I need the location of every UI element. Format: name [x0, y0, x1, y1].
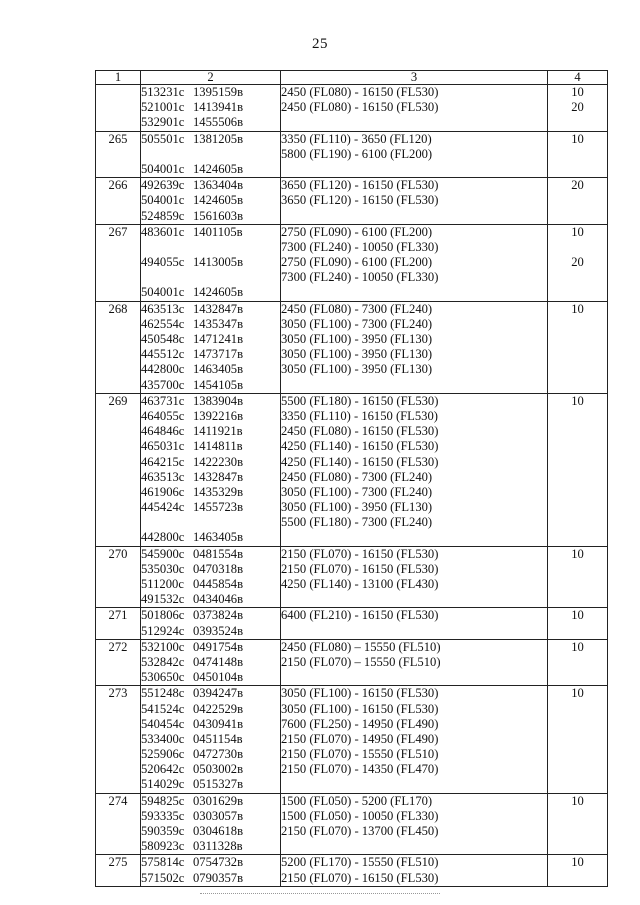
row-number-cell: 272 [96, 639, 141, 686]
altitude-range: 5800 (FL190) - 6100 (FL200) [281, 146, 433, 161]
latitude-code: 464215с [141, 454, 185, 469]
altitude-range: 4250 (FL140) - 16150 (FL530) [281, 454, 439, 469]
coordinate-pair [141, 608, 280, 623]
row-number-cell: 273 [96, 686, 141, 793]
altitude-range: 2450 (FL080) - 7300 (FL240) [281, 469, 433, 484]
table-row [96, 85, 608, 132]
coordinates-cell [141, 608, 281, 639]
value: 10 [571, 301, 584, 316]
table-row [96, 131, 608, 178]
longitude-code: 1463405в [193, 362, 244, 377]
latitude-code: 535030с [141, 561, 185, 576]
longitude-code: 1432847в [193, 469, 244, 484]
value-cell [548, 793, 608, 855]
longitude-code: 0481554в [193, 546, 244, 561]
coordinates-cell [141, 85, 281, 132]
latitude-code: 513231с [141, 85, 185, 99]
value-cell [548, 131, 608, 178]
value: 10 [571, 131, 584, 146]
latitude-code: 530650с [141, 670, 185, 685]
row-number-cell: 271 [96, 608, 141, 639]
altitude-range: 3050 (FL100) - 3950 (FL130) [281, 500, 433, 515]
longitude-code: 1435347в [193, 316, 244, 331]
coordinate-pair [141, 624, 280, 639]
longitude-code: 1381205в [193, 131, 244, 146]
altitude-range-cell [281, 855, 548, 886]
coordinate-pair [141, 702, 280, 717]
altitude-range: 2150 (FL070) - 14350 (FL470) [281, 762, 439, 777]
longitude-code: 1455506в [193, 115, 244, 130]
longitude-code: 1432847в [193, 301, 244, 316]
coordinate-pair [141, 686, 280, 701]
coordinate-pair [141, 178, 280, 193]
longitude-code: 1422230в [193, 454, 244, 469]
longitude-code: 0301629в [193, 793, 244, 808]
longitude-code: 1413005в [193, 255, 244, 270]
longitude-code: 1424605в [193, 161, 244, 176]
altitude-range: 2150 (FL070) - 13700 (FL450) [281, 824, 439, 838]
longitude-code: 0311328в [193, 839, 243, 854]
coordinate-pair [141, 732, 280, 747]
altitude-range: 2750 (FL090) - 6100 (FL200) [281, 224, 433, 239]
coordinate-pair [141, 640, 280, 655]
table-header [96, 71, 608, 85]
altitude-range: 2150 (FL070) - 16150 (FL530) [281, 561, 439, 576]
latitude-code: 575814с [141, 855, 185, 870]
latitude-code: 463513с [141, 469, 185, 484]
latitude-code: 442800с [141, 530, 185, 545]
row-number-cell [96, 85, 141, 132]
coordinate-pair [141, 530, 280, 545]
coordinate-pair [141, 409, 280, 424]
coordinate-pair [141, 655, 280, 670]
altitude-range: 3350 (FL110) - 3650 (FL120) [281, 131, 432, 146]
latitude-code: 571502с [141, 870, 185, 885]
latitude-code: 551248с [141, 686, 185, 701]
table-body [96, 85, 608, 887]
coordinate-pair [141, 577, 280, 592]
row-number-cell: 270 [96, 546, 141, 608]
latitude-code: 504001с [141, 161, 185, 176]
coordinates-cell [141, 793, 281, 855]
coordinate-pair [141, 500, 280, 515]
value-cell [548, 686, 608, 793]
row-number-cell: 265 [96, 131, 141, 178]
header-col-3: 3 [281, 71, 548, 85]
latitude-code: 590359с [141, 824, 185, 838]
blank-line [141, 240, 280, 255]
value: 10 [571, 85, 584, 99]
longitude-code: 0445854в [193, 577, 244, 591]
coordinate-pair [141, 85, 280, 100]
coordinate-pair [141, 115, 280, 130]
longitude-code: 0474148в [193, 654, 244, 669]
table-row [96, 301, 608, 393]
altitude-range: 2150 (FL070) - 14950 (FL490) [281, 731, 439, 746]
coordinate-pair [141, 485, 280, 500]
coordinate-pair [141, 302, 280, 317]
altitude-range: 4250 (FL140) - 16150 (FL530) [281, 439, 439, 454]
longitude-code: 0393524в [193, 623, 244, 638]
longitude-code: 1473717в [193, 347, 244, 362]
latitude-code: 491532с [141, 592, 185, 607]
longitude-code: 0472730в [193, 747, 244, 762]
table-row [96, 393, 608, 546]
latitude-code: 540454с [141, 716, 185, 731]
table-row [96, 224, 608, 301]
page-number: 25 [312, 36, 328, 52]
value: 10 [571, 393, 584, 408]
altitude-range: 7600 (FL250) - 14950 (FL490) [281, 716, 439, 731]
altitude-range: 2150 (FL070) – 15550 (FL510) [281, 654, 441, 669]
table-row [96, 178, 608, 225]
coordinate-pair [141, 839, 280, 854]
longitude-code: 0470318в [193, 561, 244, 576]
altitude-range: 2150 (FL070) - 16150 (FL530) [281, 870, 439, 885]
coordinate-pair [141, 592, 280, 607]
altitude-range-cell [281, 393, 548, 546]
coordinate-pair [141, 794, 280, 809]
longitude-code: 1471241в [193, 332, 244, 346]
latitude-code: 533400с [141, 731, 185, 746]
latitude-code: 463513с [141, 301, 185, 316]
latitude-code: 450548с [141, 332, 185, 346]
row-number-cell: 274 [96, 793, 141, 855]
latitude-code: 501806с [141, 608, 185, 623]
latitude-code: 521001с [141, 100, 185, 115]
coordinate-pair [141, 871, 280, 886]
latitude-code: 463731с [141, 393, 185, 408]
latitude-code: 545900с [141, 546, 185, 561]
latitude-code: 442800с [141, 362, 185, 377]
longitude-code: 1463405в [193, 530, 244, 545]
table-row [96, 855, 608, 886]
row-number-cell: 267 [96, 224, 141, 301]
coordinate-pair [141, 424, 280, 439]
airspace-table [95, 70, 608, 887]
coordinate-pair [141, 439, 280, 454]
altitude-range-cell [281, 131, 548, 178]
value: 10 [571, 855, 584, 870]
coordinates-cell [141, 131, 281, 178]
longitude-code: 1413941в [193, 100, 244, 115]
longitude-code: 0394247в [193, 686, 244, 701]
longitude-code: 1395159в [193, 85, 244, 99]
altitude-range: 1500 (FL050) - 5200 (FL170) [281, 793, 433, 808]
latitude-code: 445424с [141, 500, 185, 515]
longitude-code: 1454105в [193, 377, 244, 392]
latitude-code: 504001с [141, 193, 185, 208]
altitude-range: 3350 (FL110) - 16150 (FL530) [281, 408, 438, 423]
value [548, 240, 607, 255]
latitude-code: 483601с [141, 224, 185, 239]
longitude-code: 1363404в [193, 178, 244, 193]
latitude-code: 445512с [141, 347, 185, 362]
coordinate-pair [141, 394, 280, 409]
coordinate-pair [141, 209, 280, 224]
longitude-code: 0515327в [193, 777, 244, 792]
coordinate-pair [141, 378, 280, 393]
table-row [96, 546, 608, 608]
header-col-4: 4 [548, 71, 608, 85]
coordinate-pair [141, 855, 280, 870]
coordinate-pair [141, 455, 280, 470]
coordinate-pair [141, 332, 280, 347]
latitude-code: 593335с [141, 808, 185, 823]
longitude-code: 1414811в [193, 439, 243, 454]
altitude-range: 5500 (FL180) - 16150 (FL530) [281, 393, 439, 408]
coordinate-pair [141, 547, 280, 562]
scan-artifact-line [200, 893, 440, 895]
coordinate-pair [141, 362, 280, 377]
longitude-code: 1392216в [193, 408, 244, 423]
coordinates-cell [141, 546, 281, 608]
altitude-range: 3050 (FL100) - 16150 (FL530) [281, 686, 439, 701]
altitude-range: 7300 (FL240) - 10050 (FL330) [281, 239, 439, 254]
latitude-code: 524859с [141, 208, 185, 223]
value: 10 [571, 793, 584, 808]
row-number-cell: 269 [96, 393, 141, 546]
longitude-code: 0451154в [193, 731, 243, 746]
altitude-range: 2750 (FL090) - 6100 (FL200) [281, 255, 433, 270]
value: 10 [571, 546, 584, 561]
latitude-code: 462554с [141, 316, 185, 331]
coordinate-pair [141, 824, 280, 839]
altitude-range: 3650 (FL120) - 16150 (FL530) [281, 178, 439, 193]
longitude-code: 0754732в [193, 855, 244, 870]
coordinate-pair [141, 193, 280, 208]
latitude-code: 532901с [141, 115, 185, 130]
value-cell [548, 608, 608, 639]
coordinate-pair [141, 132, 280, 147]
table-row [96, 686, 608, 793]
longitude-code: 0304618в [193, 824, 244, 838]
coordinate-pair [141, 747, 280, 762]
longitude-code: 1411921в [193, 424, 243, 439]
coordinates-cell [141, 393, 281, 546]
latitude-code: 511200с [141, 577, 184, 591]
value-cell [548, 301, 608, 393]
coordinates-cell [141, 301, 281, 393]
altitude-range: 3050 (FL100) - 3950 (FL130) [281, 362, 433, 377]
latitude-code: 532842с [141, 654, 185, 669]
value-cell [548, 639, 608, 686]
longitude-code: 0503002в [193, 762, 244, 777]
longitude-code: 1401105в [193, 224, 243, 239]
value: 10 [571, 686, 584, 701]
altitude-range: 3650 (FL120) - 16150 (FL530) [281, 193, 439, 208]
latitude-code: 580923с [141, 839, 185, 854]
row-number-cell: 266 [96, 178, 141, 225]
coordinate-pair [141, 562, 280, 577]
altitude-range: 2150 (FL070) - 15550 (FL510) [281, 747, 439, 762]
coordinates-cell [141, 178, 281, 225]
coordinate-pair [141, 670, 280, 685]
latitude-code: 504001с [141, 285, 185, 300]
altitude-range-cell [281, 793, 548, 855]
header-col-2: 2 [141, 71, 281, 85]
header-col-1: 1 [96, 71, 141, 85]
coordinates-cell [141, 686, 281, 793]
row-number-cell: 275 [96, 855, 141, 886]
latitude-code: 464055с [141, 408, 185, 423]
value-cell [548, 224, 608, 301]
altitude-range: 5200 (FL170) - 15550 (FL510) [281, 855, 439, 870]
longitude-code: 0422529в [193, 701, 244, 716]
altitude-range: 2450 (FL080) – 15550 (FL510) [281, 639, 441, 654]
longitude-code: 1424605в [193, 285, 244, 300]
latitude-code: 532100с [141, 639, 185, 654]
latitude-code: 464846с [141, 424, 185, 439]
altitude-range-cell [281, 639, 548, 686]
altitude-range: 2150 (FL070) - 16150 (FL530) [281, 546, 439, 561]
longitude-code: 0491754в [193, 639, 244, 654]
blank-line [141, 515, 280, 530]
table-row [96, 793, 608, 855]
coordinate-pair [141, 162, 280, 177]
longitude-code: 0434046в [193, 592, 244, 607]
latitude-code: 520642с [141, 762, 185, 777]
blank-line [141, 270, 280, 285]
value: 10 [571, 608, 584, 623]
table-row [96, 639, 608, 686]
coordinate-pair [141, 225, 280, 240]
value: 10 [571, 639, 584, 654]
value: 20 [571, 255, 584, 270]
longitude-code: 1435329в [193, 484, 244, 499]
coordinates-cell [141, 855, 281, 886]
longitude-code: 1424605в [193, 193, 244, 208]
longitude-code: 0430941в [193, 716, 244, 731]
coordinate-pair [141, 777, 280, 792]
row-number-cell: 268 [96, 301, 141, 393]
value-cell [548, 855, 608, 886]
longitude-code: 0373824в [193, 608, 244, 623]
longitude-code: 1561603в [193, 208, 244, 223]
altitude-range: 3050 (FL100) - 16150 (FL530) [281, 701, 439, 716]
altitude-range: 6400 (FL210) - 16150 (FL530) [281, 608, 439, 623]
altitude-range: 2450 (FL080) - 7300 (FL240) [281, 301, 433, 316]
longitude-code: 1383904в [193, 393, 244, 408]
altitude-range: 1500 (FL050) - 10050 (FL330) [281, 808, 439, 823]
altitude-range: 3050 (FL100) - 3950 (FL130) [281, 347, 433, 362]
coordinate-pair [141, 317, 280, 332]
value-cell [548, 393, 608, 546]
latitude-code: 465031с [141, 439, 185, 454]
altitude-range: 3050 (FL100) - 3950 (FL130) [281, 332, 433, 346]
value: 20 [571, 100, 584, 115]
coordinate-pair [141, 809, 280, 824]
altitude-range: 2450 (FL080) - 16150 (FL530) [281, 424, 439, 439]
latitude-code: 514029с [141, 777, 185, 792]
altitude-range: 2450 (FL080) - 16150 (FL530) [281, 85, 439, 99]
altitude-range-cell [281, 546, 548, 608]
table-row [96, 608, 608, 639]
value-cell [548, 546, 608, 608]
header-row [96, 71, 608, 85]
coordinate-pair [141, 762, 280, 777]
latitude-code: 541524с [141, 701, 185, 716]
coordinate-pair [141, 347, 280, 362]
coordinates-cell [141, 224, 281, 301]
altitude-range-cell [281, 224, 548, 301]
altitude-range: 3050 (FL100) - 7300 (FL240) [281, 484, 433, 499]
altitude-range: 7300 (FL240) - 10050 (FL330) [281, 270, 439, 285]
altitude-range: 4250 (FL140) - 13100 (FL430) [281, 577, 439, 591]
coordinate-pair [141, 255, 280, 270]
longitude-code: 1455723в [193, 500, 244, 515]
coordinate-pair [141, 285, 280, 300]
altitude-range: 3050 (FL100) - 7300 (FL240) [281, 316, 433, 331]
coordinates-cell [141, 639, 281, 686]
altitude-range-cell [281, 301, 548, 393]
value: 10 [571, 224, 584, 239]
longitude-code: 0303057в [193, 808, 244, 823]
longitude-code: 0450104в [193, 670, 244, 685]
value-cell [548, 178, 608, 225]
latitude-code: 461906с [141, 484, 185, 499]
value: 20 [571, 178, 584, 193]
coordinate-pair [141, 717, 280, 732]
coordinate-pair [141, 470, 280, 485]
altitude-range-cell [281, 178, 548, 225]
coordinate-pair [141, 100, 280, 115]
latitude-code: 494055с [141, 255, 185, 270]
longitude-code: 0790357в [193, 870, 244, 885]
altitude-range: 5500 (FL180) - 7300 (FL240) [281, 515, 433, 530]
altitude-range: 2450 (FL080) - 16150 (FL530) [281, 100, 439, 115]
altitude-range-cell [281, 608, 548, 639]
value-cell [548, 85, 608, 132]
blank-line [141, 147, 280, 162]
latitude-code: 512924с [141, 623, 185, 638]
altitude-range-cell [281, 686, 548, 793]
latitude-code: 492639с [141, 178, 185, 193]
latitude-code: 505501с [141, 131, 185, 146]
latitude-code: 435700с [141, 377, 185, 392]
latitude-code: 525906с [141, 747, 185, 762]
latitude-code: 594825с [141, 793, 185, 808]
altitude-range-cell [281, 85, 548, 132]
